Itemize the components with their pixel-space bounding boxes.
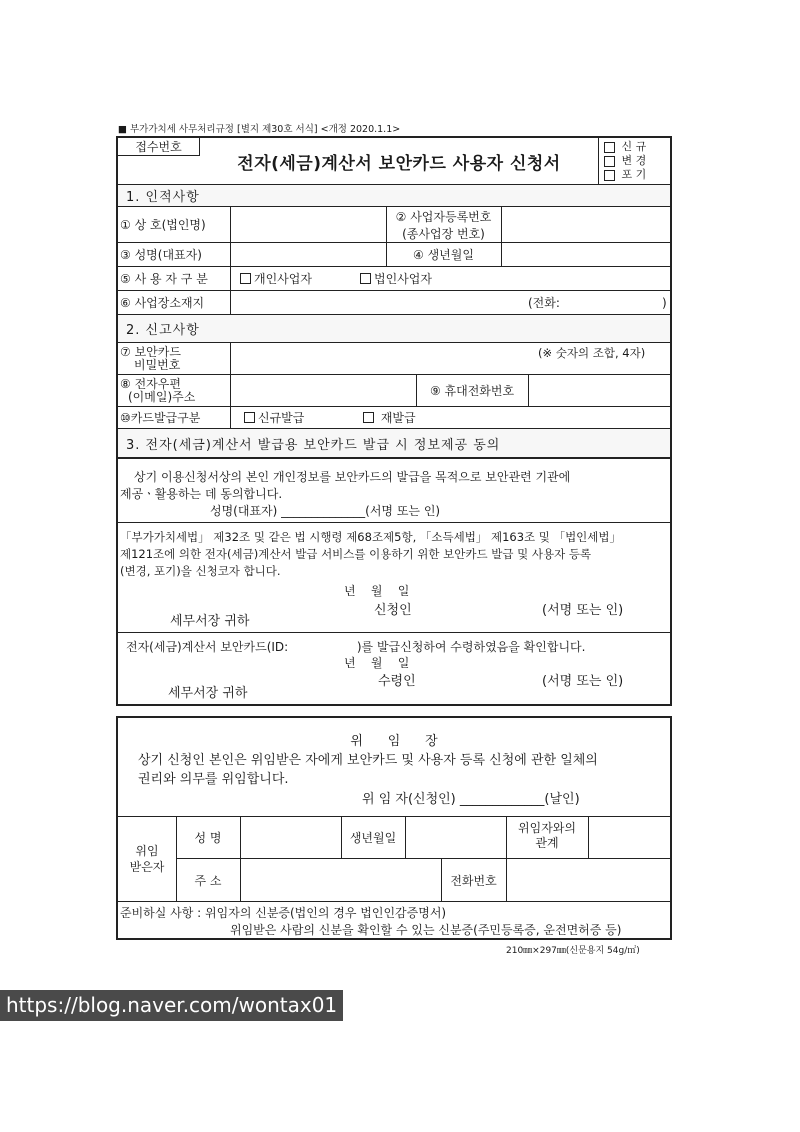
delegatee-relation-label: 위임자와의 관계 — [518, 821, 576, 850]
delegatee-relation-field[interactable] — [589, 817, 669, 858]
issue-type-label: ⑩카드발급구분 — [120, 411, 201, 425]
checkbox-icon — [244, 412, 255, 423]
consent-text-2: 제공ㆍ활용하는 데 동의합니다. — [120, 487, 283, 501]
consent-block — [118, 458, 670, 520]
application-text-1: 「부가가치세법」 제32조 및 같은 법 시행령 제68조제5항, 「소득세법」 제163조 및 「법인세법」 — [120, 530, 622, 544]
delegatee-address-field[interactable] — [241, 859, 441, 901]
blog-url-watermark: https://blog.naver.com/wontax01 — [0, 990, 343, 1021]
checkbox-icon — [240, 273, 251, 284]
receiver-signature[interactable]: (서명 또는 인) — [542, 674, 624, 689]
row-address — [118, 290, 670, 314]
title-row — [118, 138, 670, 184]
row-email — [118, 374, 670, 406]
preparation-1: 준비하실 사항 : 위임자의 신분증(법인의 경우 법인인감증명서) — [120, 906, 447, 920]
delegation-text-1: 상기 신청인 본인은 위임받은 자에게 보안카드 및 사용자 등록 신청에 관한 일체의 — [138, 753, 598, 768]
row-user-type — [118, 266, 670, 290]
delegatee-name-field[interactable] — [241, 817, 341, 858]
security-password-field[interactable] — [231, 343, 541, 374]
applicant-signature[interactable]: (서명 또는 인) — [542, 603, 624, 618]
checkbox-icon — [604, 170, 615, 181]
receipt-addressee: 세무서장 귀하 — [168, 686, 248, 701]
mobile-field[interactable] — [529, 375, 671, 406]
receipt-date: 년 월 일 — [344, 656, 410, 670]
type-option-cancel[interactable]: 포 기 — [604, 168, 670, 182]
application-addressee: 세무서장 귀하 — [170, 614, 250, 629]
issue-type-new[interactable]: 신규발급 — [244, 407, 354, 428]
application-text-3: (변경, 포기)을 신청코자 합니다. — [120, 564, 281, 578]
application-block — [118, 522, 670, 632]
row-issue-type — [118, 406, 670, 428]
form-title: 전자(세금)계산서 보안카드 사용자 신청서 — [237, 153, 561, 174]
email-field[interactable] — [231, 375, 416, 406]
company-name-label: ① 상 호(법인명) — [120, 218, 206, 232]
user-type-corporate[interactable]: 법인사업자 — [360, 267, 490, 290]
business-number-label: ② 사업자등록번호 (종사업장 번호) — [395, 209, 492, 241]
application-form — [116, 136, 672, 706]
user-type-label: ⑤ 사 용 자 구 분 — [120, 272, 208, 286]
birthdate-field[interactable] — [502, 243, 670, 266]
birthdate-label: ④ 생년월일 — [413, 248, 474, 262]
type-option-new[interactable]: 신 규 — [604, 140, 670, 154]
delegatee-phone-field[interactable] — [507, 859, 669, 901]
receiver-label: 수령인 — [378, 674, 416, 689]
section-1-header: 1. 인적사항 — [118, 184, 670, 206]
delegation-text-2: 권리와 의무를 위임합니다. — [138, 772, 289, 787]
delegation-form — [116, 716, 672, 940]
applicant-label: 신청인 — [374, 603, 412, 618]
phone-field[interactable] — [588, 291, 660, 314]
password-note: (※ 숫자의 조합, 4자) — [538, 346, 646, 360]
delegatee-name-label: 성 명 — [194, 831, 222, 845]
receipt-number-label: 접수번호 — [118, 138, 200, 156]
delegator-signature[interactable]: 위 임 자(신청인) _____________(날인) — [362, 792, 580, 807]
delegatee-table — [118, 816, 670, 902]
application-text-2: 제121조에 의한 전자(세금)계산서 발급 서비스를 이용하기 위한 보안카드 발급 및 사용자 등록 — [120, 547, 592, 561]
delegatee-phone-label: 전화번호 — [450, 873, 497, 888]
security-password-label: ⑦ 보안카드 비밀번호 — [120, 344, 181, 372]
delegatee-birthdate-field[interactable] — [406, 817, 506, 858]
consent-text-1: 상기 이용신청서상의 본인 개인정보를 보안카드의 발급을 목적으로 보안관련 기관에 — [134, 470, 571, 484]
checkbox-icon — [360, 273, 371, 284]
phone-close: ) — [662, 295, 667, 310]
type-option-change[interactable]: 변 경 — [604, 154, 670, 168]
paper-size: 210㎜×297㎜(신문용지 54g/㎡) — [506, 946, 640, 956]
form-header-note: ■ 부가가치세 사무처리규정 [별지 제30호 서식] <개정 2020.1.1> — [118, 124, 401, 135]
section-3-header: 3. 전자(세금)계산서 발급용 보안카드 발급 시 정보제공 동의 — [118, 428, 670, 458]
receipt-text: 전자(세금)계산서 보안카드(ID: )를 발급신청하여 수령하였음을 확인합니다. — [126, 640, 586, 654]
address-label: ⑥ 사업장소재지 — [120, 296, 205, 310]
delegation-title: 위 임 장 — [350, 734, 438, 749]
delegatee-address-label: 주 소 — [194, 873, 222, 888]
email-label: ⑧ 전자우편 (이메일)주소 — [120, 376, 196, 404]
consent-signature[interactable]: 성명(대표자) ______________(서명 또는 인) — [210, 504, 441, 518]
row-representative — [118, 242, 670, 266]
phone-label: (전화: — [528, 296, 560, 310]
mobile-label: ⑨ 휴대전화번호 — [429, 384, 515, 398]
checkbox-icon — [363, 412, 374, 423]
row-company — [118, 206, 670, 242]
row-security-password — [118, 342, 670, 374]
delegatee-birthdate-label: 생년월일 — [349, 831, 397, 845]
checkbox-icon — [604, 156, 615, 167]
receipt-block — [118, 632, 670, 708]
application-date: 년 월 일 — [344, 584, 410, 598]
representative-field[interactable] — [231, 243, 386, 266]
section-2-header: 2. 신고사항 — [118, 314, 670, 342]
business-number-field[interactable] — [502, 207, 670, 242]
address-field[interactable] — [231, 291, 521, 314]
representative-label: ③ 성명(대표자) — [120, 248, 202, 262]
checkbox-icon — [604, 142, 615, 153]
preparation-2: 위임받은 사람의 신분을 확인할 수 있는 신분증(주민등록증, 운전면허증 등) — [230, 923, 622, 937]
application-type-options — [604, 140, 670, 182]
delegatee-label: 위임 받은자 — [129, 844, 165, 874]
issue-type-reissue[interactable]: 재발급 — [363, 407, 473, 428]
user-type-individual[interactable]: 개인사업자 — [240, 267, 360, 290]
company-name-field[interactable] — [231, 207, 386, 242]
